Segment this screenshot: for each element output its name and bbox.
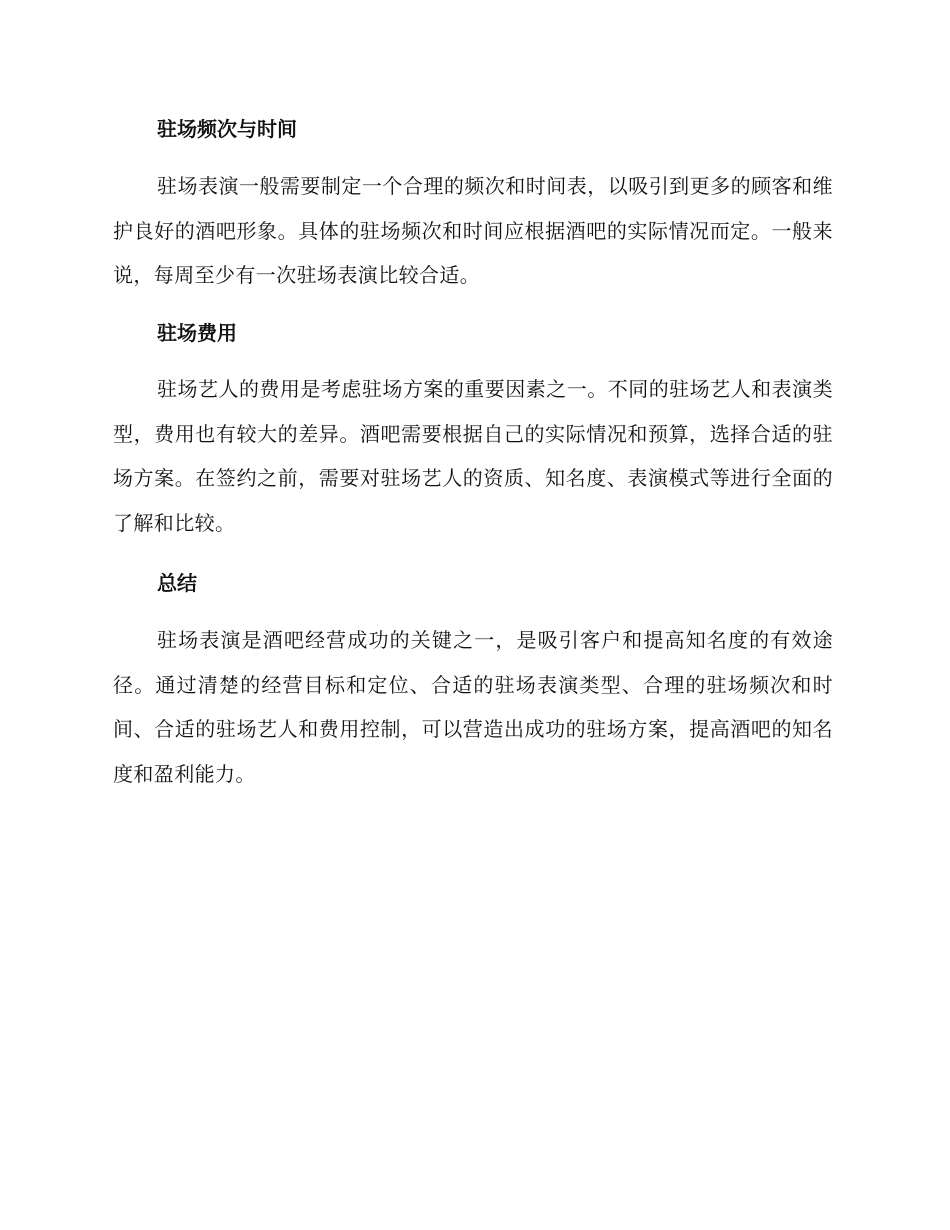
section-body-cost: 驻场艺人的费用是考虑驻场方案的重要因素之一。不同的驻场艺人和表演类型，费用也有较大的差异。酒吧需要根据自己的实际情况和预算，选择合适的驻场方案。在签约之前，需要对驻场艺人的资质、知名度、表演模式等进行全面的了解和比较。	[113, 377, 833, 535]
section-heading-cost: 驻场费用	[157, 321, 237, 345]
section-heading-frequency: 驻场频次与时间	[157, 117, 297, 141]
section-body-frequency: 驻场表演一般需要制定一个合理的频次和时间表，以吸引到更多的顾客和维护良好的酒吧形象。具体的驻场频次和时间应根据酒吧的实际情况而定。一般来说，每周至少有一次驻场表演比较合适。	[113, 174, 833, 287]
section-heading-summary: 总结	[157, 571, 197, 595]
section-body-summary: 驻场表演是酒吧经营成功的关键之一，是吸引客户和提高知名度的有效途径。通过清楚的经营目标和定位、合适的驻场表演类型、合理的驻场频次和时间、合适的驻场艺人和费用控制，可以营造出成功的驻场方案，提高酒吧的知名度和盈利能力。	[113, 628, 833, 786]
